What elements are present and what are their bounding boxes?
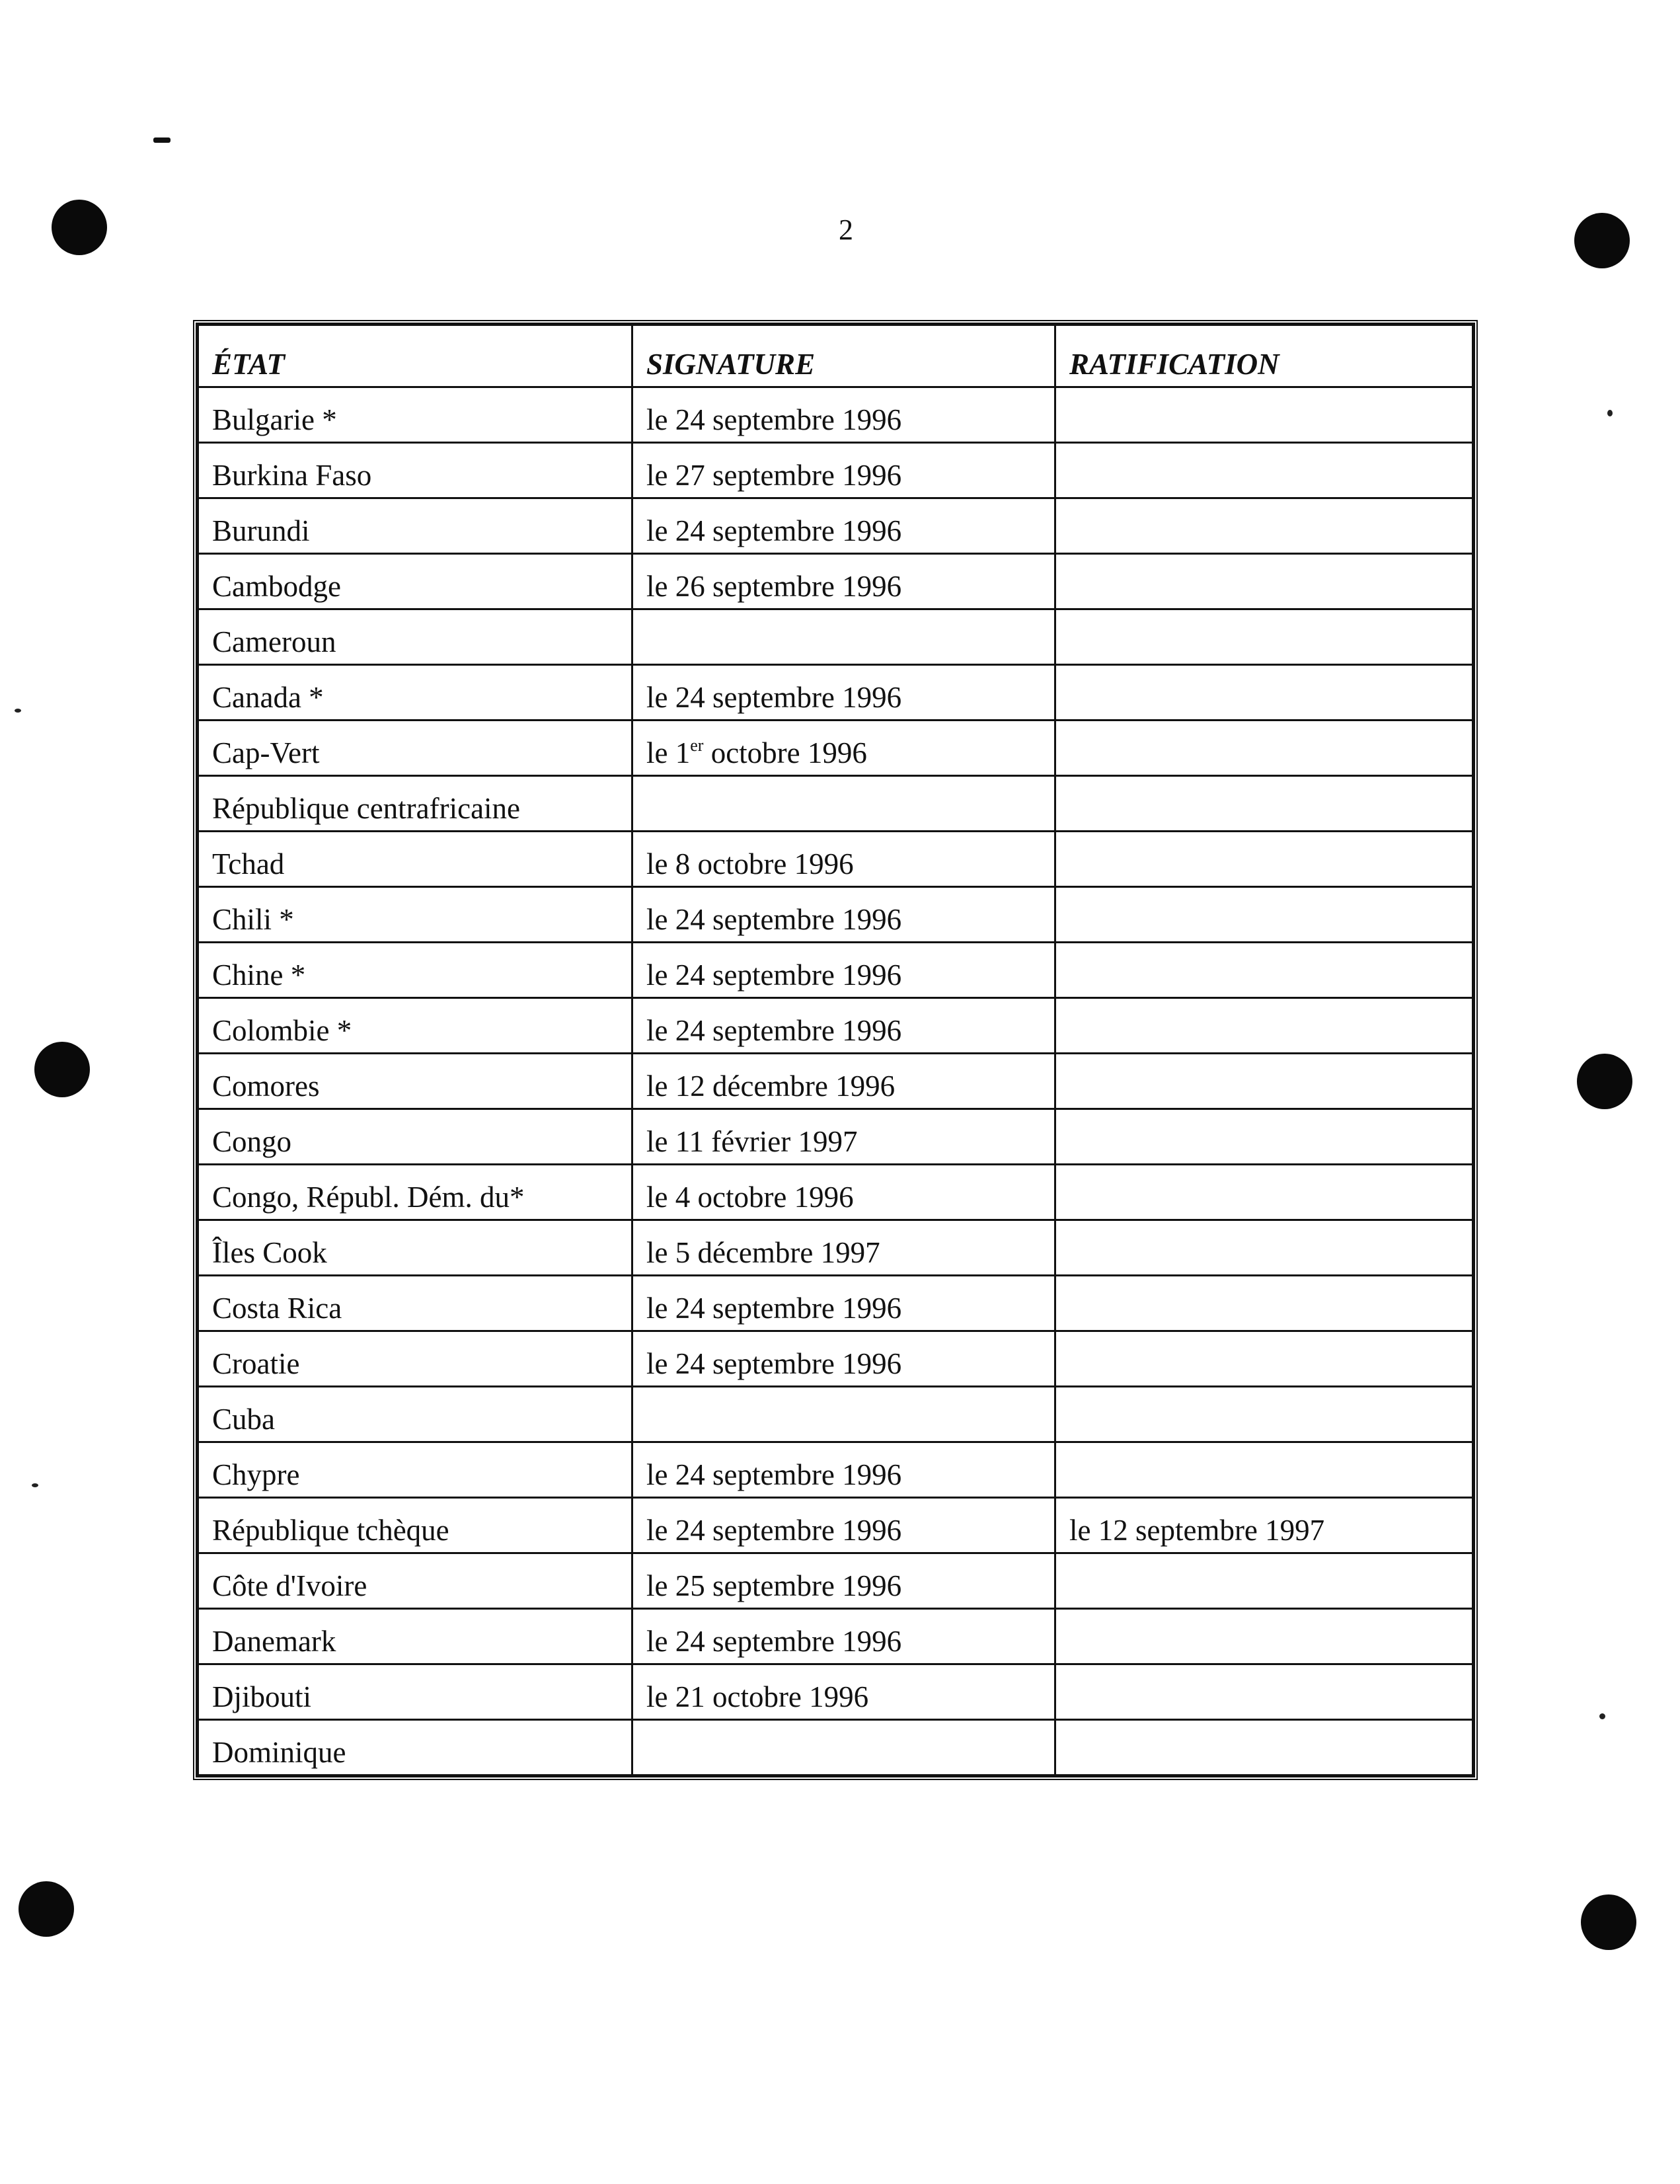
state-cell: Burkina Faso xyxy=(198,443,632,498)
ratification-cell xyxy=(1055,721,1473,776)
state-cell: Tchad xyxy=(198,832,632,887)
state-cell: République centrafricaine xyxy=(198,776,632,832)
column-header-signature: SIGNATURE xyxy=(632,325,1055,387)
ordinal-superscript: er xyxy=(690,736,704,755)
state-cell: Colombie * xyxy=(198,998,632,1054)
scan-speck xyxy=(1599,1713,1605,1719)
signature-cell xyxy=(632,776,1055,832)
table-row xyxy=(198,387,1473,443)
signature-cell: le 24 septembre 1996 xyxy=(632,665,1055,721)
state-cell: Burundi xyxy=(198,498,632,554)
state-cell: Djibouti xyxy=(198,1664,632,1720)
signature-cell: le 12 décembre 1996 xyxy=(632,1054,1055,1109)
ratification-cell xyxy=(1055,1109,1473,1165)
table-row xyxy=(198,554,1473,609)
ratification-cell xyxy=(1055,1387,1473,1442)
ratification-cell xyxy=(1055,1664,1473,1720)
signature-cell xyxy=(632,1720,1055,1775)
signature-cell xyxy=(632,609,1055,665)
signature-cell: le 24 septembre 1996 xyxy=(632,1442,1055,1498)
signature-cell: le 11 février 1997 xyxy=(632,1109,1055,1165)
table-row xyxy=(198,665,1473,721)
ratification-cell xyxy=(1055,1276,1473,1331)
state-cell: Cuba xyxy=(198,1387,632,1442)
state-cell: Côte d'Ivoire xyxy=(198,1553,632,1609)
column-header-ratification: RATIFICATION xyxy=(1055,325,1473,387)
signature-cell: le 24 septembre 1996 xyxy=(632,998,1055,1054)
signature-cell: le 8 octobre 1996 xyxy=(632,832,1055,887)
signature-table xyxy=(193,320,1478,1780)
punch-hole-top-right xyxy=(1574,213,1630,268)
scan-speck xyxy=(32,1483,38,1487)
ratification-cell xyxy=(1055,1609,1473,1664)
signature-cell: le 24 septembre 1996 xyxy=(632,1498,1055,1553)
signature-cell: le 24 septembre 1996 xyxy=(632,1276,1055,1331)
ratification-cell xyxy=(1055,887,1473,943)
state-cell: Bulgarie * xyxy=(198,387,632,443)
table-row xyxy=(198,721,1473,776)
signature-cell: le 24 septembre 1996 xyxy=(632,887,1055,943)
signature-cell: le 24 septembre 1996 xyxy=(632,1331,1055,1387)
ratification-cell xyxy=(1055,609,1473,665)
ratification-cell xyxy=(1055,1553,1473,1609)
table-row xyxy=(198,1664,1473,1720)
ratification-cell xyxy=(1055,387,1473,443)
ratification-cell: le 12 septembre 1997 xyxy=(1055,1498,1473,1553)
ratification-cell xyxy=(1055,1720,1473,1775)
state-cell: Congo xyxy=(198,1109,632,1165)
table-header-row xyxy=(198,325,1473,387)
signature-cell: le 24 septembre 1996 xyxy=(632,943,1055,998)
state-cell: République tchèque xyxy=(198,1498,632,1553)
table-row xyxy=(198,998,1473,1054)
ratification-cell xyxy=(1055,1054,1473,1109)
state-cell: Cameroun xyxy=(198,609,632,665)
signature-cell: le 5 décembre 1997 xyxy=(632,1220,1055,1276)
table-row xyxy=(198,1387,1473,1442)
punch-hole-middle-right xyxy=(1577,1054,1632,1109)
signature-cell: le 24 septembre 1996 xyxy=(632,1609,1055,1664)
table-row xyxy=(198,1220,1473,1276)
signature-cell: le 21 octobre 1996 xyxy=(632,1664,1055,1720)
ratification-cell xyxy=(1055,498,1473,554)
punch-hole-bottom-right xyxy=(1581,1894,1636,1950)
state-cell: Costa Rica xyxy=(198,1276,632,1331)
table-row xyxy=(198,1165,1473,1220)
table-row xyxy=(198,832,1473,887)
ratification-cell xyxy=(1055,832,1473,887)
punch-hole-top-left xyxy=(52,200,107,255)
table-row xyxy=(198,443,1473,498)
table-row xyxy=(198,1331,1473,1387)
ratification-cell xyxy=(1055,943,1473,998)
column-header-state: ÉTAT xyxy=(198,325,632,387)
table-row xyxy=(198,1498,1473,1553)
signature-cell: le 26 septembre 1996 xyxy=(632,554,1055,609)
table-row xyxy=(198,609,1473,665)
page-number: 2 xyxy=(839,214,853,246)
table-row xyxy=(198,1609,1473,1664)
signature-cell: le 24 septembre 1996 xyxy=(632,387,1055,443)
state-cell: Cap-Vert xyxy=(198,721,632,776)
ratification-cell xyxy=(1055,443,1473,498)
signature-cell xyxy=(632,1387,1055,1442)
table-row xyxy=(198,776,1473,832)
state-cell: Chypre xyxy=(198,1442,632,1498)
state-cell: Canada * xyxy=(198,665,632,721)
scan-mark xyxy=(153,137,171,143)
punch-hole-middle-left xyxy=(34,1042,90,1097)
state-cell: Comores xyxy=(198,1054,632,1109)
ratification-cell xyxy=(1055,665,1473,721)
signature-cell: le 1er octobre 1996 xyxy=(632,721,1055,776)
ratification-cell xyxy=(1055,1220,1473,1276)
scan-speck xyxy=(1607,410,1613,416)
signature-cell: le 4 octobre 1996 xyxy=(632,1165,1055,1220)
punch-hole-bottom-left xyxy=(19,1881,74,1937)
table-row xyxy=(198,1442,1473,1498)
signature-cell: le 24 septembre 1996 xyxy=(632,498,1055,554)
table-row xyxy=(198,1553,1473,1609)
scan-speck xyxy=(15,709,21,713)
table-row xyxy=(198,943,1473,998)
table-row xyxy=(198,1720,1473,1775)
table-row xyxy=(198,1109,1473,1165)
state-cell: Cambodge xyxy=(198,554,632,609)
ratification-cell xyxy=(1055,554,1473,609)
state-cell: Congo, Républ. Dém. du* xyxy=(198,1165,632,1220)
table-row xyxy=(198,498,1473,554)
state-cell: Dominique xyxy=(198,1720,632,1775)
signature-cell: le 25 septembre 1996 xyxy=(632,1553,1055,1609)
table-row xyxy=(198,1276,1473,1331)
state-cell: Croatie xyxy=(198,1331,632,1387)
table-row xyxy=(198,1054,1473,1109)
state-cell: Chine * xyxy=(198,943,632,998)
state-cell: Danemark xyxy=(198,1609,632,1664)
ratification-cell xyxy=(1055,1331,1473,1387)
ratification-cell xyxy=(1055,1165,1473,1220)
state-cell: Îles Cook xyxy=(198,1220,632,1276)
ratification-cell xyxy=(1055,1442,1473,1498)
table-row xyxy=(198,887,1473,943)
signature-cell: le 27 septembre 1996 xyxy=(632,443,1055,498)
state-cell: Chili * xyxy=(198,887,632,943)
ratification-cell xyxy=(1055,776,1473,832)
ratification-cell xyxy=(1055,998,1473,1054)
